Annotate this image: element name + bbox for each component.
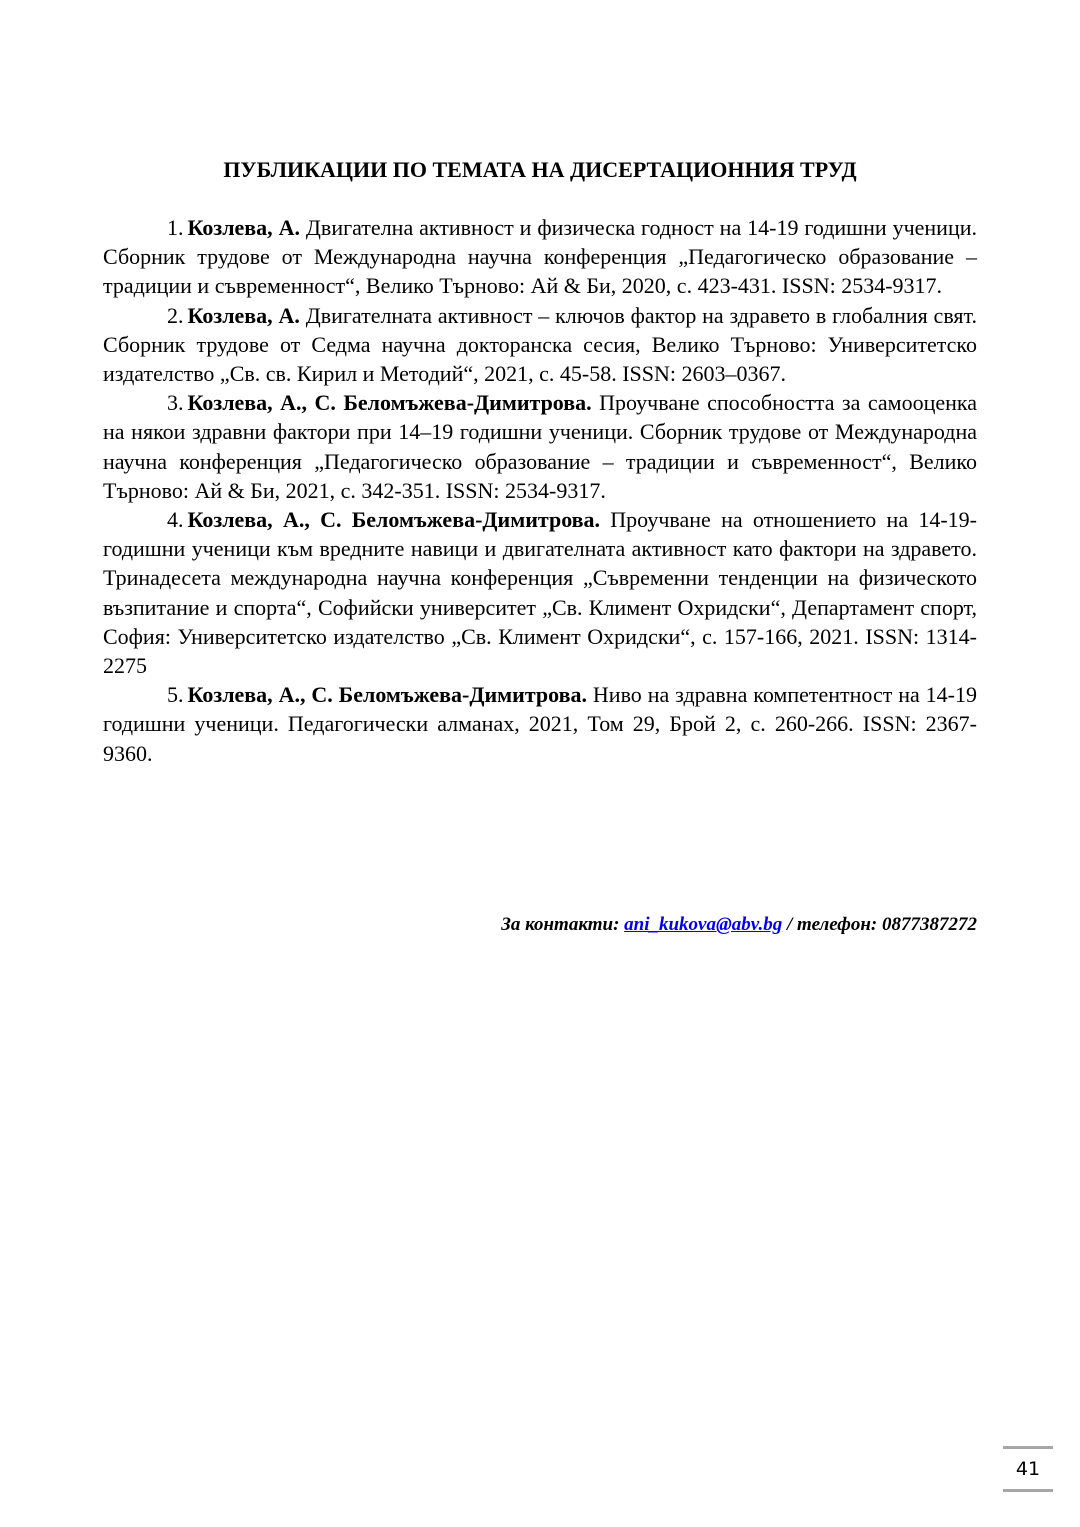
publication-item-5: [103, 680, 977, 768]
publication-number: 2.: [167, 302, 184, 328]
publication-number: 1.: [167, 215, 184, 240]
publication-text: Двигателна активност и физическа годност на 14-19 годишни ученици. Сборник трудове от Международна научна конференция „Педагогическо образование – традиции и съвременност“, Велико Търново: Ай & Би, 2020, с. 423-431. ISSN: 2534-9317.: [103, 215, 978, 299]
publication-item-2: [103, 301, 977, 389]
publication-item-1: [103, 213, 977, 301]
page-title: ПУБЛИКАЦИИ ПО ТЕМАТА НА ДИСЕРТАЦИОННИЯ ТРУД: [223, 157, 857, 182]
page-number: 41: [1003, 1446, 1053, 1492]
email-link[interactable]: ani_kukova@abv.bg: [624, 914, 783, 935]
publication-authors: Козлева, А.: [187, 302, 300, 328]
publication-number: 5.: [167, 682, 184, 708]
publication-item-4: [103, 505, 977, 680]
publication-text: Двигателната активност – ключов фактор на здравето в глобалния свят. Сборник трудове от Седма научна докторанска сесия, Велико Търново: Университетско издателство „Св. св. Кирил и Методий“, 2021, с. 45-58. ISSN: 2603–0367.: [103, 302, 978, 387]
publication-authors: Козлева, А., С. Беломъжева-Димитрова.: [187, 390, 592, 416]
publication-text: Проучване способността за самооценка на някои здравни фактори при 14–19 годишни ученици. Сборник трудове от Международна научна конференция „Педагогическо образование – традиции и съвременност“, Велико Търново: Ай & Би, 2021, с. 342-351. ISSN: 2534-9317.: [103, 390, 978, 503]
publication-text: Ниво на здравна компетентност на 14-19 годишни ученици. Педагогически алманах, 2021, Том 29, Брой 2, с. 260-266. ISSN: 2367-9360.: [103, 682, 978, 766]
publication-authors: Козлева, А., С. Беломъжева-Димитрова.: [187, 507, 601, 533]
publication-number: 3.: [167, 390, 184, 416]
publication-authors: Козлева, А., С. Беломъжева-Димитрова.: [187, 682, 587, 708]
publication-text: Проучване на отношението на 14-19-годишни ученици към вредните навици и двигателната активност като фактори на здравето. Тринадесета международна научна конференция „Съвременни тенденции на физическото възпитание и спорта“, Софийски университет „Св. Климент Охридски“, Департамент спорт, София: Университетско издателство „Св. Климент Охридски“, с. 157-166, 2021. ISSN: 1314- 2275: [103, 507, 978, 679]
publication-list: [103, 213, 977, 768]
phone-label: / телефон:: [787, 914, 878, 935]
contacts-line: [103, 912, 977, 938]
publication-authors: Козлева, А.: [187, 215, 300, 240]
publication-number: 4.: [167, 507, 184, 533]
contacts-label: За контакти:: [501, 914, 620, 935]
publication-item-3: [103, 388, 977, 505]
phone-number: 0877387272: [882, 914, 977, 935]
